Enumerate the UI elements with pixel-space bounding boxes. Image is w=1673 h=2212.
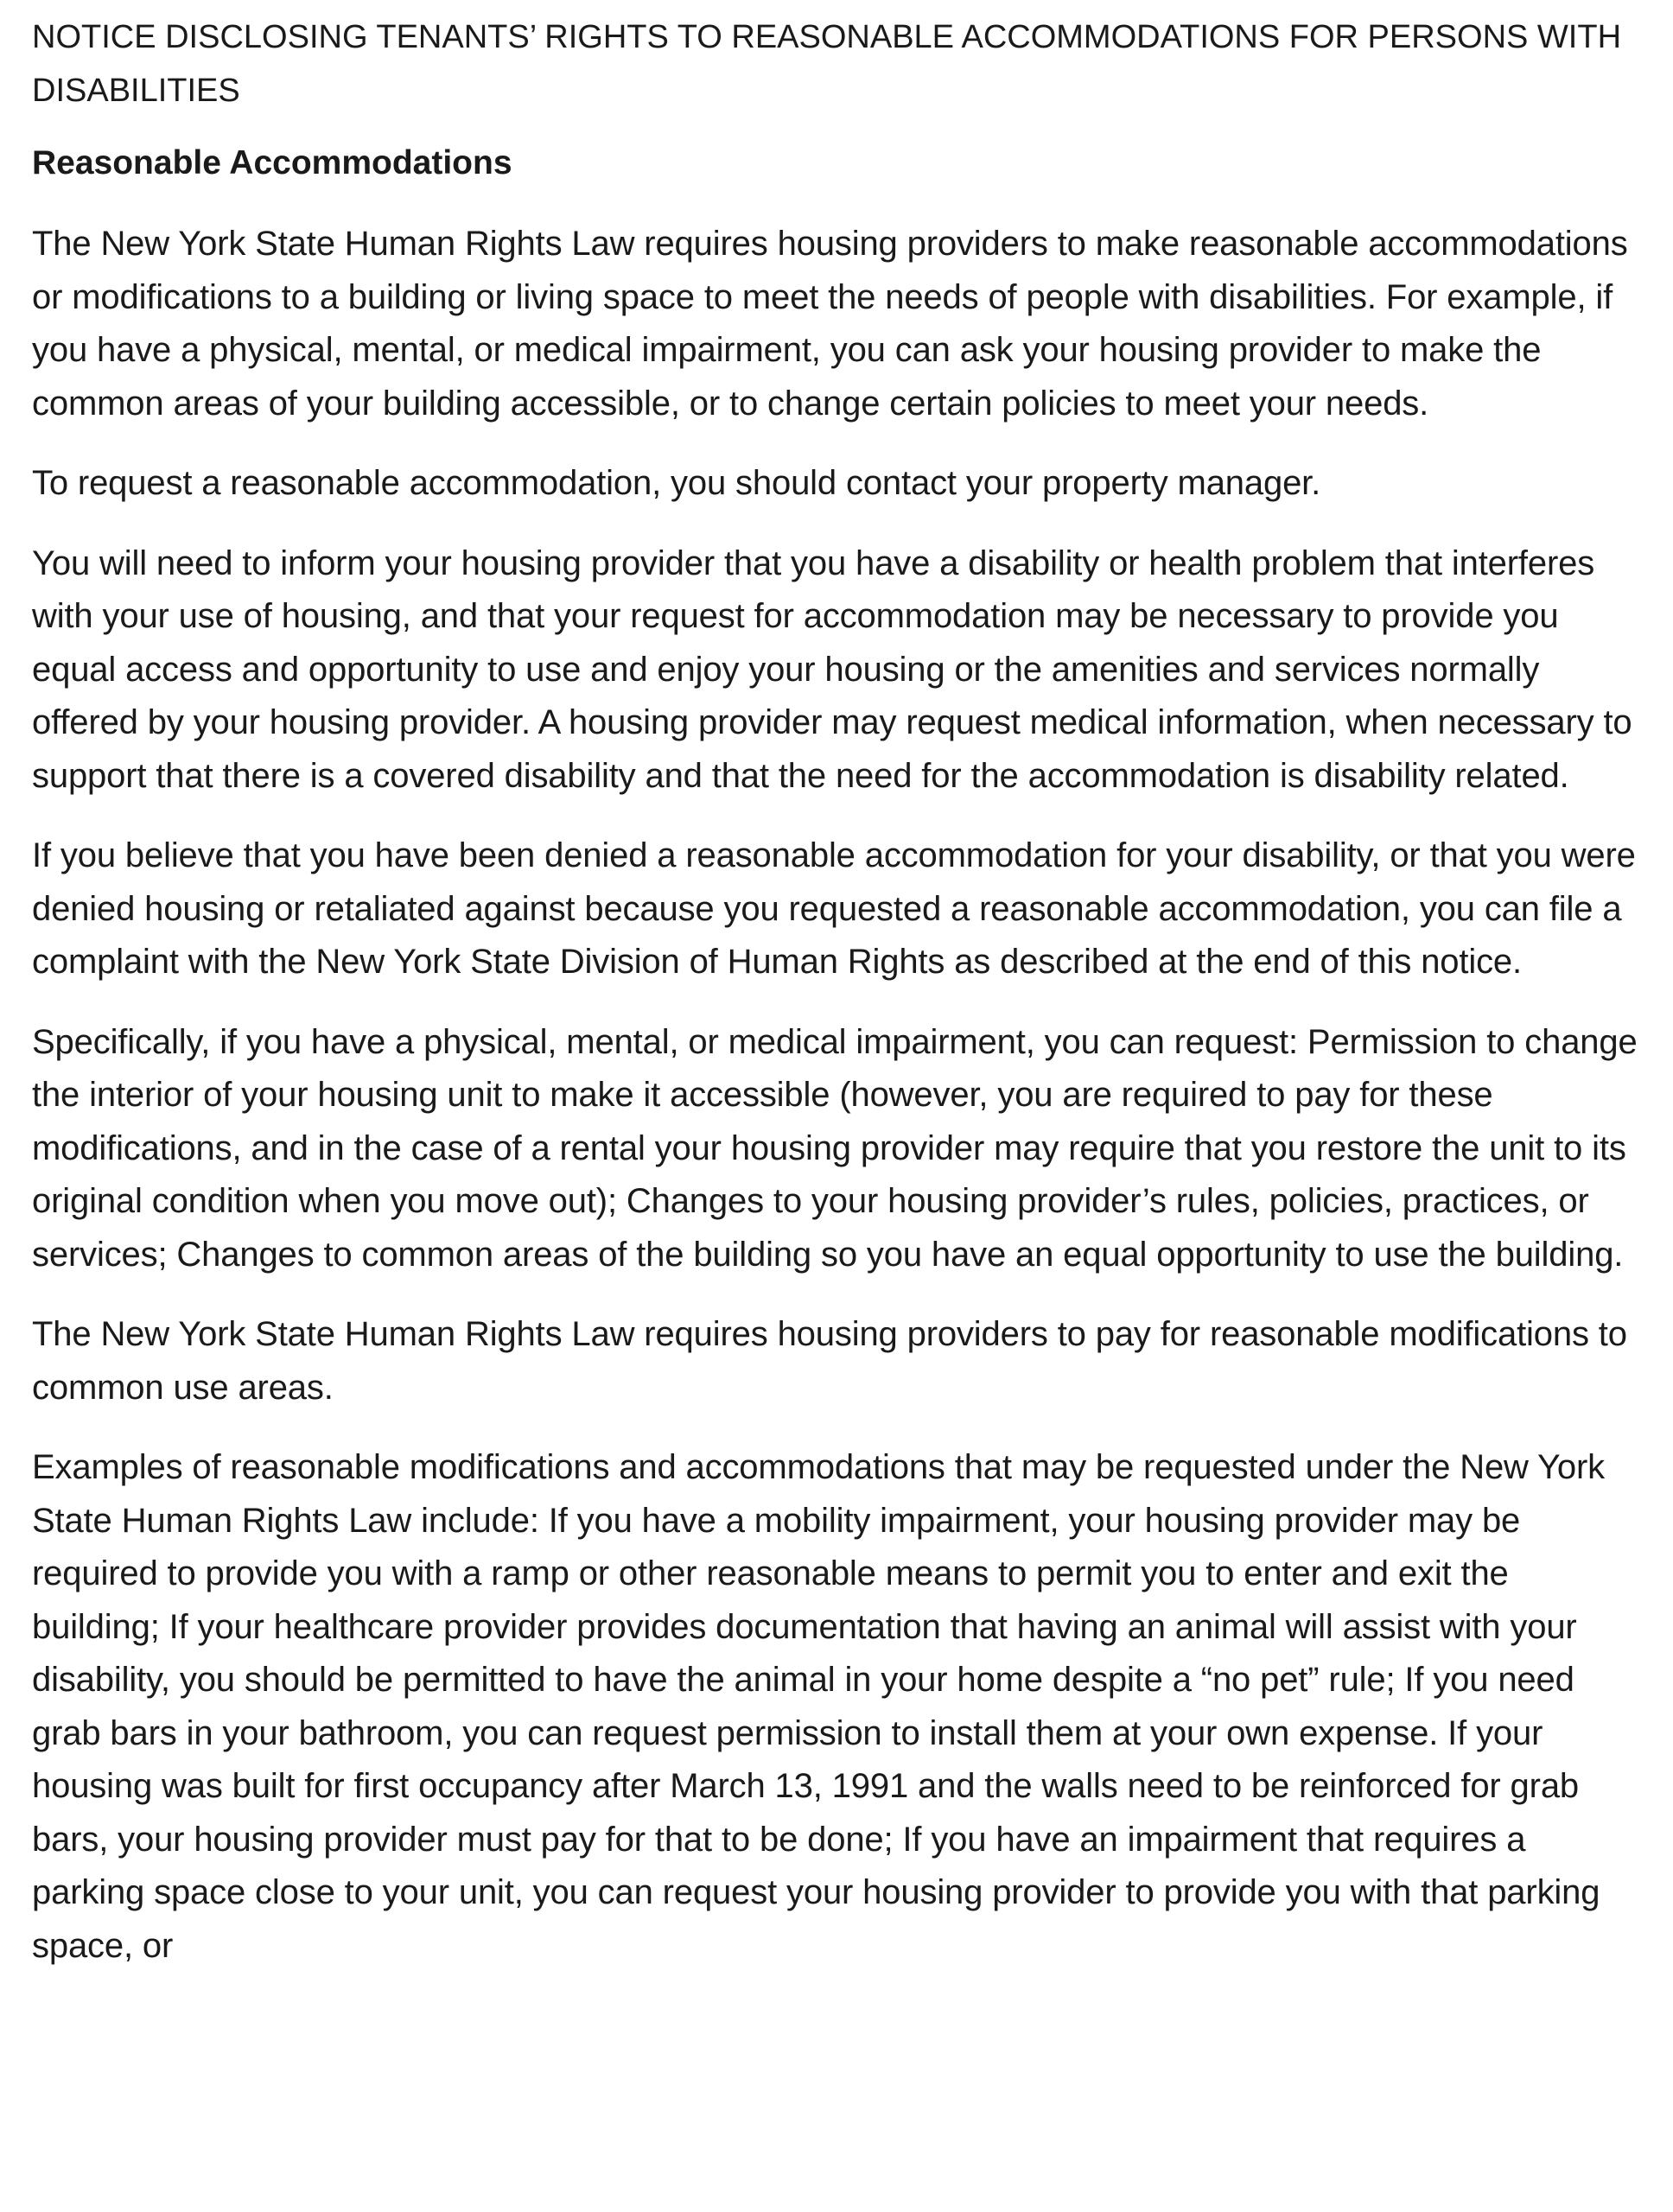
paragraph: To request a reasonable accommodation, you should contact your property manager. (32, 464, 1321, 502)
document-page (32, 10, 1639, 1999)
paragraph: Specifically, if you have a physical, mental, or medical impairment, you can request: Permission to change the interior of your housing unit to make it accessible (however, you are required to pay for these modifications, and in the case of a rental your housing provider may require that you restore the unit to its original condition when you move out); Changes to your housing provider’s rules, policies, practices, or services; Changes to common areas of the building so you have an equal opportunity to use the building. (32, 1022, 1638, 1274)
paragraph: The New York State Human Rights Law requires housing providers to make reasonable accommodations or modifications to a building or living space to meet the needs of people with disabilities. For example, if you have a physical, mental, or medical impairment, you can ask your housing provider to make the common areas of your building accessible, or to change certain policies to meet your needs. (32, 225, 1628, 423)
paragraph: The New York State Human Rights Law requires housing providers to pay for reasonable modifications to common use areas. (32, 1315, 1627, 1407)
paragraph: If you believe that you have been denied a reasonable accommodation for your disability, or that you were denied housing or retaliated against because you requested a reasonable accommodation, you can file a complaint with the New York State Division of Human Rights as described at the end of this notice. (32, 836, 1636, 981)
notice-title: NOTICE DISCLOSING TENANTS’ RIGHTS TO REASONABLE ACCOMMODATIONS FOR PERSONS WITH DISABILITIES (32, 19, 1622, 109)
section-heading: Reasonable Accommodations (32, 144, 512, 181)
paragraph: You will need to inform your housing provider that you have a disability or health problem that interferes with your use of housing, and that your request for accommodation may be necessary to provide you equal access and opportunity to use and enjoy your housing or the amenities and services normally offered by your housing provider. A housing provider may request medical information, when necessary to support that there is a covered disability and that the need for the accommodation is disability related. (32, 543, 1632, 795)
paragraph: Examples of reasonable modifications and accommodations that may be requested under the New York State Human Rights Law include: If you have a mobility impairment, your housing provider may be required to provide you with a ramp or other reasonable means to permit you to enter and exit the building; If your healthcare provider provides documentation that having an animal will assist with your disability, you should be permitted to have the animal in your home despite a “no pet” rule; If you need grab bars in your bathroom, you can request permission to install them at your own expense. If your housing was built for first occupancy after March 13, 1991 and the walls need to be reinforced for grab bars, your housing provider must pay for that to be done; If you have an impairment that requires a parking space close to your unit, you can request your housing provider to provide you with that parking space, or (32, 1448, 1605, 1965)
